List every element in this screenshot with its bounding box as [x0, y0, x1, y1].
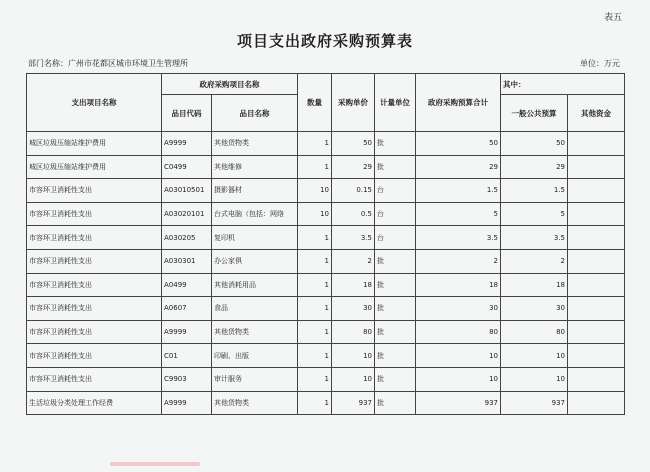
cell-unit-price: 80	[332, 320, 375, 344]
cell-general-budget: 80	[501, 320, 568, 344]
cell-category-code: C01	[162, 344, 212, 368]
header-category-name: 品目名称	[212, 95, 298, 132]
cell-quantity: 1	[298, 367, 332, 391]
table-number: 表五	[603, 13, 622, 23]
cell-unit-price: 3.5	[332, 226, 375, 250]
cell-budget-total: 80	[416, 320, 501, 344]
cell-quantity: 1	[298, 344, 332, 368]
cell-category-name: 印刷、出版	[212, 344, 298, 368]
cell-category-name: 办公家俱	[212, 249, 298, 273]
cell-category-code: A9999	[162, 132, 212, 156]
cell-measure-unit: 台	[375, 202, 416, 226]
cell-quantity: 1	[298, 273, 332, 297]
cell-budget-total: 10	[416, 367, 501, 391]
cell-unit-price: 29	[332, 155, 375, 179]
cell-other-funds	[568, 367, 625, 391]
cell-measure-unit: 批	[375, 367, 416, 391]
header-unit-price: 采购单价	[332, 74, 375, 132]
cell-other-funds	[568, 226, 625, 250]
table-row	[27, 367, 625, 391]
table-row	[27, 297, 625, 321]
cell-budget-total: 5	[416, 202, 501, 226]
cell-category-name: 复印机	[212, 226, 298, 250]
cell-category-code: A03010501	[162, 179, 212, 203]
cell-general-budget: 5	[501, 202, 568, 226]
cell-budget-total: 10	[416, 344, 501, 368]
cell-quantity: 1	[298, 297, 332, 321]
cell-general-budget: 1.5	[501, 179, 568, 203]
cell-measure-unit: 批	[375, 273, 416, 297]
header-other-funds: 其他资金	[568, 95, 625, 132]
cell-unit-price: 10	[332, 367, 375, 391]
cell-general-budget: 29	[501, 155, 568, 179]
cell-category-code: A0499	[162, 273, 212, 297]
cell-measure-unit: 批	[375, 320, 416, 344]
cell-measure-unit: 批	[375, 155, 416, 179]
stamp-mark	[110, 462, 200, 466]
header-procurement-group: 政府采购项目名称	[162, 74, 298, 95]
cell-quantity: 1	[298, 249, 332, 273]
cell-quantity: 1	[298, 155, 332, 179]
cell-unit-price: 10	[332, 344, 375, 368]
table-row	[27, 273, 625, 297]
cell-other-funds	[568, 320, 625, 344]
table-row	[27, 320, 625, 344]
cell-category-code: A030205	[162, 226, 212, 250]
table-row	[27, 155, 625, 179]
cell-other-funds	[568, 391, 625, 415]
cell-unit-price: 937	[332, 391, 375, 415]
cell-category-name: 摄影器材	[212, 179, 298, 203]
cell-quantity: 1	[298, 132, 332, 156]
header-category-code: 品目代码	[162, 95, 212, 132]
cell-item-name: 城区垃圾压缩站维护费用	[27, 132, 162, 156]
cell-category-name: 其他消耗用品	[212, 273, 298, 297]
procurement-budget-table	[26, 73, 625, 415]
cell-other-funds	[568, 297, 625, 321]
cell-unit-price: 2	[332, 249, 375, 273]
cell-unit-price: 50	[332, 132, 375, 156]
cell-item-name: 市容环卫消耗性支出	[27, 297, 162, 321]
header-measure-unit: 计量单位	[375, 74, 416, 132]
table-body	[27, 132, 625, 415]
cell-unit-price: 0.15	[332, 179, 375, 203]
table-row	[27, 249, 625, 273]
document-title: 项目支出政府采购预算表	[236, 32, 413, 50]
cell-category-name: 其他维修	[212, 155, 298, 179]
cell-measure-unit: 批	[375, 391, 416, 415]
cell-measure-unit: 台	[375, 179, 416, 203]
header-quantity: 数量	[298, 74, 332, 132]
cell-general-budget: 50	[501, 132, 568, 156]
table-row	[27, 202, 625, 226]
header-of-which: 其中：	[501, 74, 625, 95]
table-row	[27, 226, 625, 250]
cell-item-name: 市容环卫消耗性支出	[27, 273, 162, 297]
cell-unit-price: 30	[332, 297, 375, 321]
cell-item-name: 市容环卫消耗性支出	[27, 367, 162, 391]
cell-item-name: 市容环卫消耗性支出	[27, 179, 162, 203]
table-row	[27, 391, 625, 415]
cell-quantity: 1	[298, 391, 332, 415]
cell-measure-unit: 批	[375, 249, 416, 273]
cell-budget-total: 30	[416, 297, 501, 321]
cell-category-code: A03020101	[162, 202, 212, 226]
header-budget-total: 政府采购预算合计	[416, 74, 501, 132]
cell-category-name: 其他货物类	[212, 391, 298, 415]
header-general-budget: 一般公共预算	[501, 95, 568, 132]
cell-category-code: A0607	[162, 297, 212, 321]
cell-general-budget: 937	[501, 391, 568, 415]
cell-category-code: C9903	[162, 367, 212, 391]
cell-item-name: 生活垃圾分类处理工作经费	[27, 391, 162, 415]
cell-general-budget: 30	[501, 297, 568, 321]
cell-measure-unit: 批	[375, 344, 416, 368]
cell-other-funds	[568, 202, 625, 226]
cell-budget-total: 29	[416, 155, 501, 179]
cell-measure-unit: 批	[375, 297, 416, 321]
cell-measure-unit: 批	[375, 132, 416, 156]
cell-item-name: 市容环卫消耗性支出	[27, 320, 162, 344]
cell-category-name: 台式电脑（包括：网络	[212, 202, 298, 226]
department-label: 部门名称：广州市花都区城市环境卫生管理所	[28, 59, 188, 68]
table-row	[27, 179, 625, 203]
cell-budget-total: 937	[416, 391, 501, 415]
cell-other-funds	[568, 344, 625, 368]
cell-budget-total: 18	[416, 273, 501, 297]
cell-category-code: A9999	[162, 320, 212, 344]
cell-general-budget: 10	[501, 344, 568, 368]
cell-unit-price: 0.5	[332, 202, 375, 226]
cell-quantity: 10	[298, 202, 332, 226]
cell-item-name: 市容环卫消耗性支出	[27, 344, 162, 368]
unit-label: 单位：万元	[580, 59, 620, 68]
cell-general-budget: 10	[501, 367, 568, 391]
cell-item-name: 城区垃圾压缩站维护费用	[27, 155, 162, 179]
cell-category-name: 食品	[212, 297, 298, 321]
cell-general-budget: 18	[501, 273, 568, 297]
cell-other-funds	[568, 179, 625, 203]
cell-quantity: 1	[298, 226, 332, 250]
cell-other-funds	[568, 132, 625, 156]
table-row	[27, 132, 625, 156]
cell-other-funds	[568, 273, 625, 297]
header-item-name: 支出项目名称	[27, 74, 162, 132]
cell-category-name: 其他货物类	[212, 320, 298, 344]
cell-measure-unit: 台	[375, 226, 416, 250]
cell-general-budget: 2	[501, 249, 568, 273]
cell-budget-total: 50	[416, 132, 501, 156]
cell-category-name: 其他货物类	[212, 132, 298, 156]
cell-other-funds	[568, 249, 625, 273]
cell-item-name: 市容环卫消耗性支出	[27, 226, 162, 250]
cell-item-name: 市容环卫消耗性支出	[27, 249, 162, 273]
cell-category-name: 审计服务	[212, 367, 298, 391]
table-row	[27, 344, 625, 368]
cell-quantity: 1	[298, 320, 332, 344]
cell-budget-total: 2	[416, 249, 501, 273]
cell-category-code: A030301	[162, 249, 212, 273]
cell-budget-total: 1.5	[416, 179, 501, 203]
cell-item-name: 市容环卫消耗性支出	[27, 202, 162, 226]
cell-general-budget: 3.5	[501, 226, 568, 250]
cell-budget-total: 3.5	[416, 226, 501, 250]
cell-quantity: 10	[298, 179, 332, 203]
cell-unit-price: 18	[332, 273, 375, 297]
cell-category-code: A9999	[162, 391, 212, 415]
cell-category-code: C0499	[162, 155, 212, 179]
cell-other-funds	[568, 155, 625, 179]
